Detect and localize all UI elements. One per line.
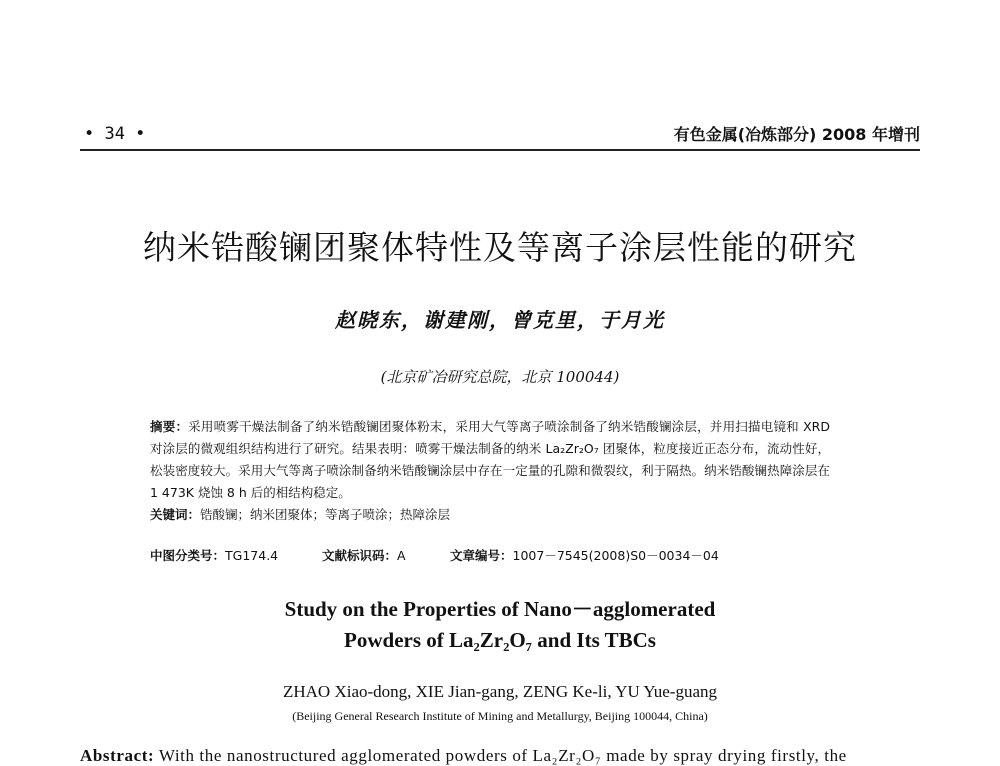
document-code [322, 546, 406, 564]
clc-number [150, 546, 278, 564]
header-rule [80, 149, 920, 151]
abstract-cn [150, 416, 830, 526]
clc-label: 中图分类号： [150, 548, 226, 563]
doc-code-value: A [397, 548, 406, 563]
abstract-en-label: Abstract: [80, 746, 155, 765]
page-header [80, 120, 920, 146]
title-en-line1: Study on the Properties of Nano－agglomerated [284, 597, 716, 621]
journal-title: 有色金属(冶炼部分) 2008 年增刊 [673, 125, 920, 144]
abstract-cn-text: 采用喷雾干燥法制备了纳米锆酸镧团聚体粉末，采用大气等离子喷涂制备了纳米锆酸镧涂层，并用扫描电镜和 XRD 对涂层的微观组织结构进行了研究。结果表明：喷雾干燥法制备的纳米 La₂Zr₂O₇ 团聚体，粒度接近正态分布，流动性好，松装密度较大。采用大气等离子喷涂制备纳米锆酸镧涂层中存在一定量的孔隙和微裂纹，利于隔热。纳米锆酸镧热障涂层在 1 473K 烧蚀 8 h 后的相结构稳定。 [150, 419, 830, 500]
abstract-cn-label: 摘要： [150, 419, 189, 434]
abstract-en-text: With the nanostructured agglomerated powders of La₂Zr₂O₇ made by spray drying firstly, the [154, 746, 847, 765]
classification-row [150, 546, 830, 566]
article-number [450, 546, 719, 564]
clc-value: TG174.4 [225, 548, 279, 563]
article-no-label: 文章编号： [450, 548, 513, 563]
doc-code-label: 文献标识码： [322, 548, 398, 563]
paper-title-cn: 纳米锆酸镧团聚体特性及等离子涂层性能的研究 [143, 228, 857, 267]
abstract-en [80, 746, 920, 766]
keywords-cn-text: 锆酸镧；纳米团聚体；等离子喷涂；热障涂层 [200, 507, 451, 522]
authors-cn: 赵晓东，谢建刚，曾克里，于月光 [335, 308, 665, 332]
affiliation-cn: (北京矿冶研究总院，北京 100044) [380, 368, 620, 386]
paper-title-en [0, 594, 1000, 656]
affiliation-en: (Beijing General Research Institute of Mining and Metallurgy, Beijing 100044, China) [292, 709, 708, 723]
keywords-cn-label: 关键词： [150, 507, 201, 522]
page-number: • 34 • [84, 124, 146, 144]
authors-en: ZHAO Xiao-dong, XIE Jian-gang, ZENG Ke-li, YU Yue-guang [282, 682, 718, 701]
article-no-value: 1007－7545(2008)S0－0034－04 [512, 548, 719, 563]
title-en-line2: Powders of La₂Zr₂O₇ and Its TBCs [344, 628, 656, 652]
